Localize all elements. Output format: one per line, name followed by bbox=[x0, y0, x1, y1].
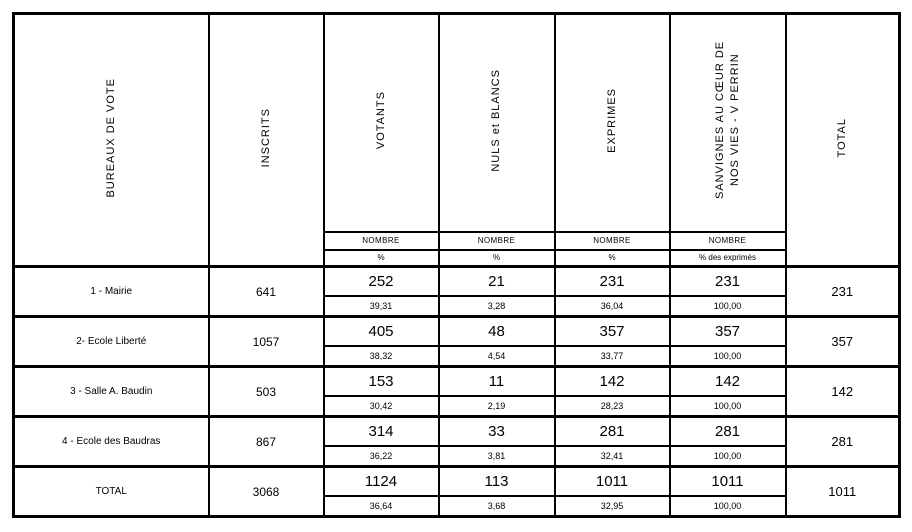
subheader-percent-nuls: % bbox=[439, 250, 555, 267]
cell-votants-pct: 30,42 bbox=[324, 396, 439, 417]
cell-sanvignes-pct: 100,00 bbox=[670, 446, 786, 467]
cell-total: 231 bbox=[786, 267, 900, 317]
cell-total: 357 bbox=[786, 317, 900, 367]
col-header-votants-label: VOTANTS bbox=[374, 91, 387, 150]
cell-votants-count: 252 bbox=[324, 267, 439, 296]
row-name: 3 - Salle A. Baudin bbox=[14, 367, 209, 417]
table-row bbox=[14, 417, 900, 446]
subheader-nombre-nuls: NOMBRE bbox=[439, 232, 555, 250]
cell-exprimes-pct: 32,41 bbox=[555, 446, 670, 467]
cell-exprimes-pct: 36,04 bbox=[555, 296, 670, 317]
col-header-bureaux bbox=[14, 14, 209, 267]
cell-sanvignes-pct: 100,00 bbox=[670, 296, 786, 317]
cell-nuls-pct: 3,28 bbox=[439, 296, 555, 317]
cell-total: 1011 bbox=[786, 467, 900, 517]
col-header-bureaux-label: BUREAUX DE VOTE bbox=[104, 77, 117, 198]
cell-nuls-count: 113 bbox=[439, 467, 555, 496]
cell-exprimes-count: 281 bbox=[555, 417, 670, 446]
col-header-inscrits-label: INSCRITS bbox=[259, 107, 272, 168]
col-header-nuls bbox=[439, 14, 555, 232]
table-row bbox=[14, 367, 900, 396]
cell-nuls-count: 11 bbox=[439, 367, 555, 396]
cell-nuls-count: 33 bbox=[439, 417, 555, 446]
cell-total: 281 bbox=[786, 417, 900, 467]
election-results-table bbox=[12, 12, 901, 518]
cell-nuls-count: 21 bbox=[439, 267, 555, 296]
cell-inscrits: 1057 bbox=[209, 317, 324, 367]
col-header-votants bbox=[324, 14, 439, 232]
cell-exprimes-count: 231 bbox=[555, 267, 670, 296]
subheader-nombre-votants: NOMBRE bbox=[324, 232, 439, 250]
cell-exprimes-count: 357 bbox=[555, 317, 670, 346]
cell-sanvignes-pct: 100,00 bbox=[670, 496, 786, 517]
cell-sanvignes-count: 357 bbox=[670, 317, 786, 346]
col-header-sanvignes-label: SANVIGNES AU CŒUR DE NOS VIES - V PERRIN bbox=[713, 41, 741, 200]
cell-nuls-pct: 3,68 bbox=[439, 496, 555, 517]
cell-nuls-count: 48 bbox=[439, 317, 555, 346]
subheader-nombre-exprimes: NOMBRE bbox=[555, 232, 670, 250]
cell-inscrits: 3068 bbox=[209, 467, 324, 517]
subheader-percent-exprimes: % bbox=[555, 250, 670, 267]
cell-sanvignes-count: 1011 bbox=[670, 467, 786, 496]
col-header-exprimes bbox=[555, 14, 670, 232]
cell-total: 142 bbox=[786, 367, 900, 417]
col-header-total bbox=[786, 14, 900, 267]
cell-votants-pct: 39,31 bbox=[324, 296, 439, 317]
cell-votants-count: 314 bbox=[324, 417, 439, 446]
cell-nuls-pct: 4,54 bbox=[439, 346, 555, 367]
header-row bbox=[14, 14, 900, 232]
cell-votants-count: 1124 bbox=[324, 467, 439, 496]
cell-nuls-pct: 2,19 bbox=[439, 396, 555, 417]
cell-sanvignes-count: 231 bbox=[670, 267, 786, 296]
cell-votants-pct: 38,32 bbox=[324, 346, 439, 367]
cell-exprimes-pct: 32,95 bbox=[555, 496, 670, 517]
row-name: 2- Ecole Liberté bbox=[14, 317, 209, 367]
col-header-nuls-label: NULS et BLANCS bbox=[490, 68, 503, 172]
cell-exprimes-pct: 33,77 bbox=[555, 346, 670, 367]
cell-exprimes-count: 1011 bbox=[555, 467, 670, 496]
row-name: 4 - Ecole des Baudras bbox=[14, 417, 209, 467]
cell-exprimes-count: 142 bbox=[555, 367, 670, 396]
cell-exprimes-pct: 28,23 bbox=[555, 396, 670, 417]
cell-votants-count: 153 bbox=[324, 367, 439, 396]
cell-inscrits: 641 bbox=[209, 267, 324, 317]
row-name-total: TOTAL bbox=[14, 467, 209, 517]
cell-votants-count: 405 bbox=[324, 317, 439, 346]
subheader-percent-sanvignes: % des exprimés bbox=[670, 250, 786, 267]
cell-sanvignes-count: 142 bbox=[670, 367, 786, 396]
row-name: 1 - Mairie bbox=[14, 267, 209, 317]
subheader-percent-votants: % bbox=[324, 250, 439, 267]
col-header-exprimes-label: EXPRIMES bbox=[605, 87, 618, 153]
cell-inscrits: 503 bbox=[209, 367, 324, 417]
table-row-total bbox=[14, 467, 900, 496]
cell-votants-pct: 36,22 bbox=[324, 446, 439, 467]
cell-sanvignes-count: 281 bbox=[670, 417, 786, 446]
cell-sanvignes-pct: 100,00 bbox=[670, 346, 786, 367]
cell-nuls-pct: 3,81 bbox=[439, 446, 555, 467]
col-header-sanvignes bbox=[670, 14, 786, 232]
cell-sanvignes-pct: 100,00 bbox=[670, 396, 786, 417]
table-row bbox=[14, 267, 900, 296]
cell-inscrits: 867 bbox=[209, 417, 324, 467]
cell-votants-pct: 36,64 bbox=[324, 496, 439, 517]
col-header-total-label: TOTAL bbox=[835, 117, 848, 158]
subheader-nombre-sanvignes: NOMBRE bbox=[670, 232, 786, 250]
table-row bbox=[14, 317, 900, 346]
col-header-inscrits bbox=[209, 14, 324, 267]
